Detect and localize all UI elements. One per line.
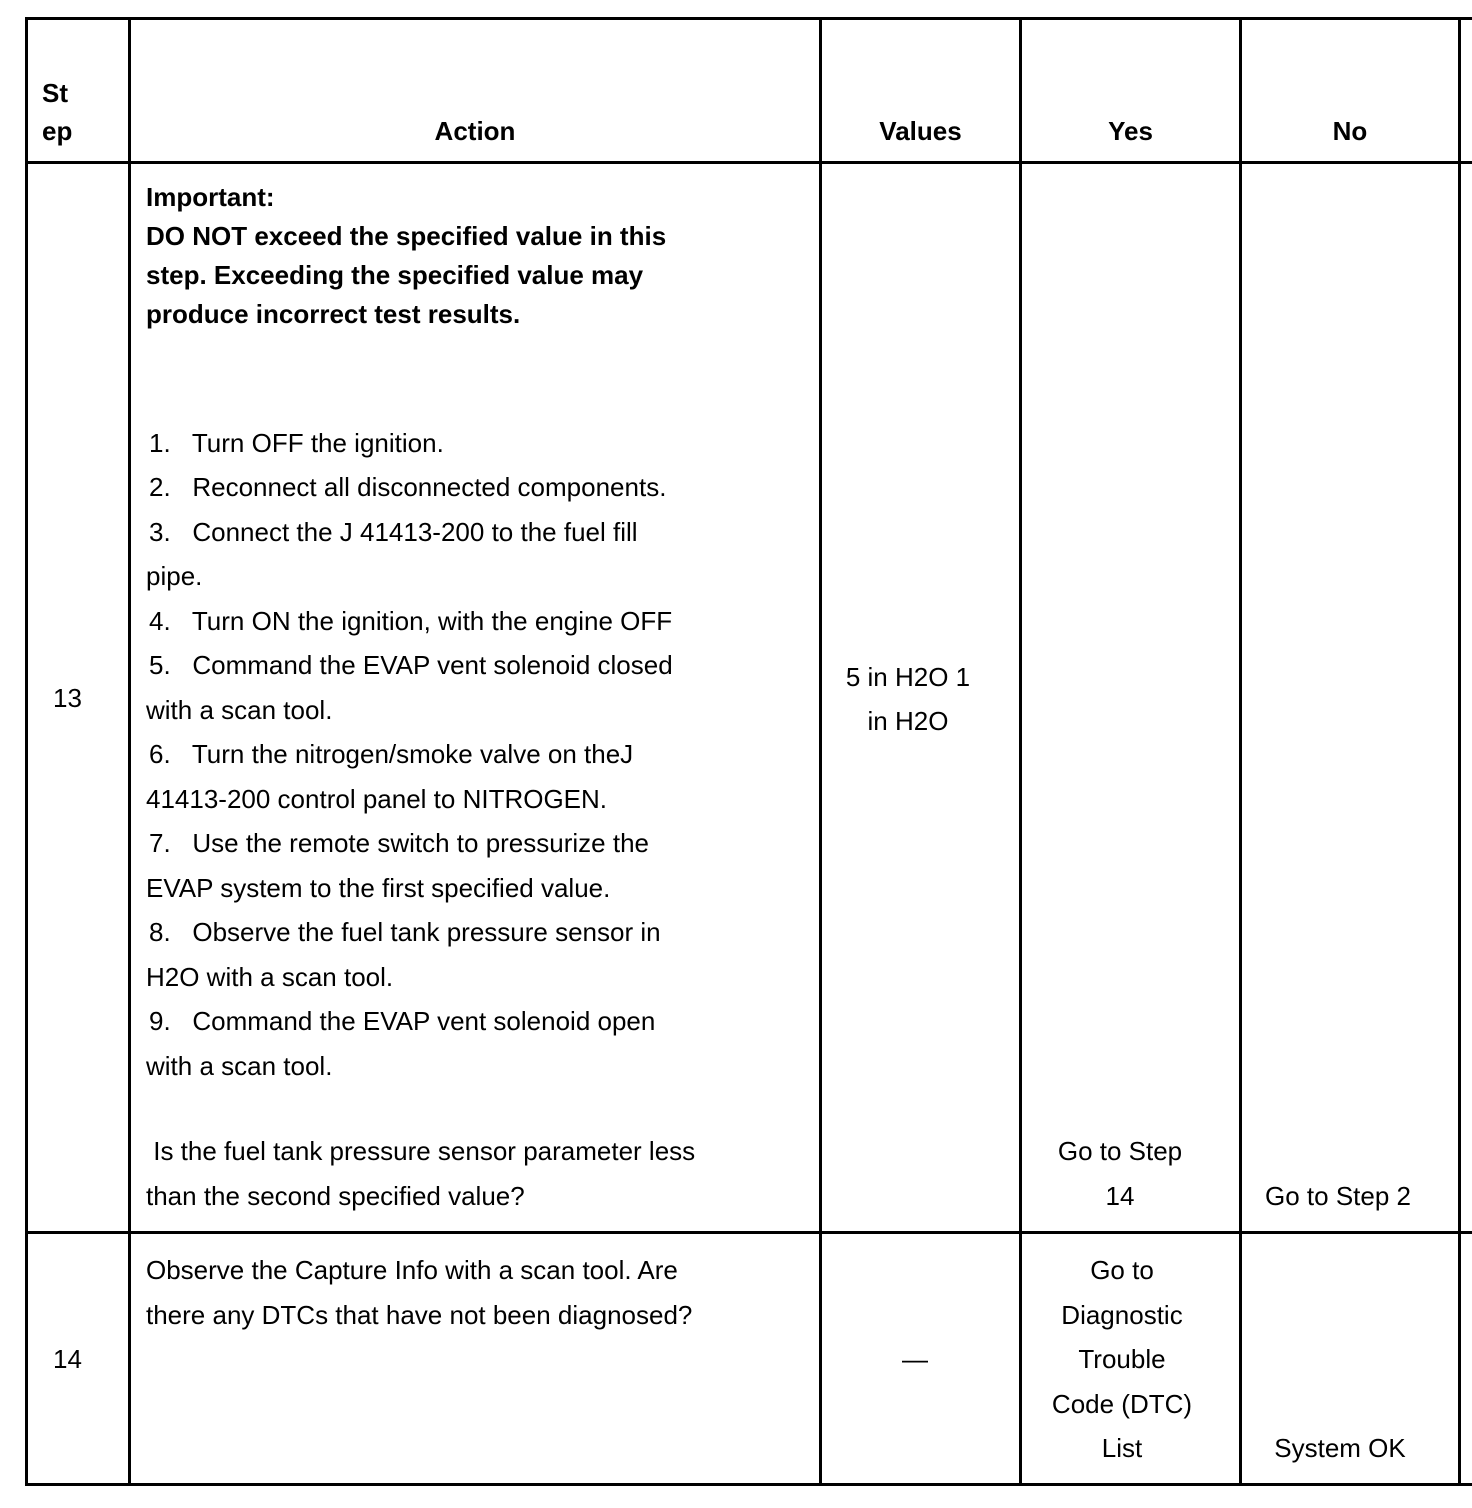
col-divider-yes [1239,17,1242,1486]
header-action: Action [434,116,516,146]
row13-values-line1: 5 in H2O 1 [845,662,971,692]
procedure-line: 6. Turn the nitrogen/smoke valve on theJ [149,739,634,769]
header-no: No [1332,116,1368,146]
table-left-border [25,17,28,1486]
row14-yes-line3: Trouble [1078,1344,1166,1374]
procedure-line: 9. Command the EVAP vent solenoid open [149,1006,656,1036]
important-label: Important: [146,182,275,212]
row13-bottom-border [25,1231,1472,1234]
row14-step-number: 14 [53,1344,82,1374]
procedure-line: EVAP system to the first specified value. [146,873,611,903]
row13-no: Go to Step 2 [1265,1181,1411,1211]
important-text-line2: step. Exceeding the specified value may [146,260,644,290]
row14-action-line1: Observe the Capture Info with a scan tool. Are [146,1255,678,1285]
col-divider-action [819,17,822,1486]
row14-no: System OK [1274,1433,1406,1463]
row14-yes-line1: Go to [1090,1255,1154,1285]
procedure-line: 8. Observe the fuel tank pressure sensor in [149,917,661,947]
header-bottom-border [25,161,1472,164]
procedure-line: with a scan tool. [146,695,333,725]
row13-step-number: 13 [53,683,82,713]
header-values: Values [879,116,962,146]
col-divider-step [128,17,131,1486]
table-bottom-border [25,1483,1472,1486]
procedure-line: 2. Reconnect all disconnected components. [149,472,667,502]
row14-yes-line4: Code (DTC) [1051,1389,1193,1419]
important-text-line3: produce incorrect test results. [146,299,521,329]
row14-yes-line2: Diagnostic [1061,1300,1183,1330]
table-right-border [1458,17,1461,1486]
row13-question-line1: Is the fuel tank pressure sensor parameter less [146,1136,696,1166]
header-yes: Yes [1108,116,1153,146]
row13-yes-line2: 14 [1105,1181,1135,1211]
important-text-line1: DO NOT exceed the specified value in this [146,221,667,251]
procedure-line: 3. Connect the J 41413-200 to the fuel fill [149,517,638,547]
procedure-line: 7. Use the remote switch to pressurize the [149,828,649,858]
row14-yes-line5: List [1101,1433,1143,1463]
row13-question-line2: than the second specified value? [146,1181,525,1211]
row13-values-line2: in H2O [867,706,949,736]
procedure-line: 41413-200 control panel to NITROGEN. [146,784,608,814]
table-top-border [25,17,1472,20]
row14-values: — [902,1344,928,1374]
header-step-line2: ep [42,116,73,146]
procedure-line: with a scan tool. [146,1051,333,1081]
procedure-line: H2O with a scan tool. [146,962,394,992]
row14-action-line2: there any DTCs that have not been diagnosed? [146,1300,693,1330]
procedure-line: pipe. [146,561,203,591]
procedure-line: 1. Turn OFF the ignition. [149,428,444,458]
procedure-line: 4. Turn ON the ignition, with the engine OFF [149,606,673,636]
row13-yes-line1: Go to Step [1057,1136,1183,1166]
header-step-line1: St [42,78,68,108]
procedure-line: 5. Command the EVAP vent solenoid closed [149,650,673,680]
